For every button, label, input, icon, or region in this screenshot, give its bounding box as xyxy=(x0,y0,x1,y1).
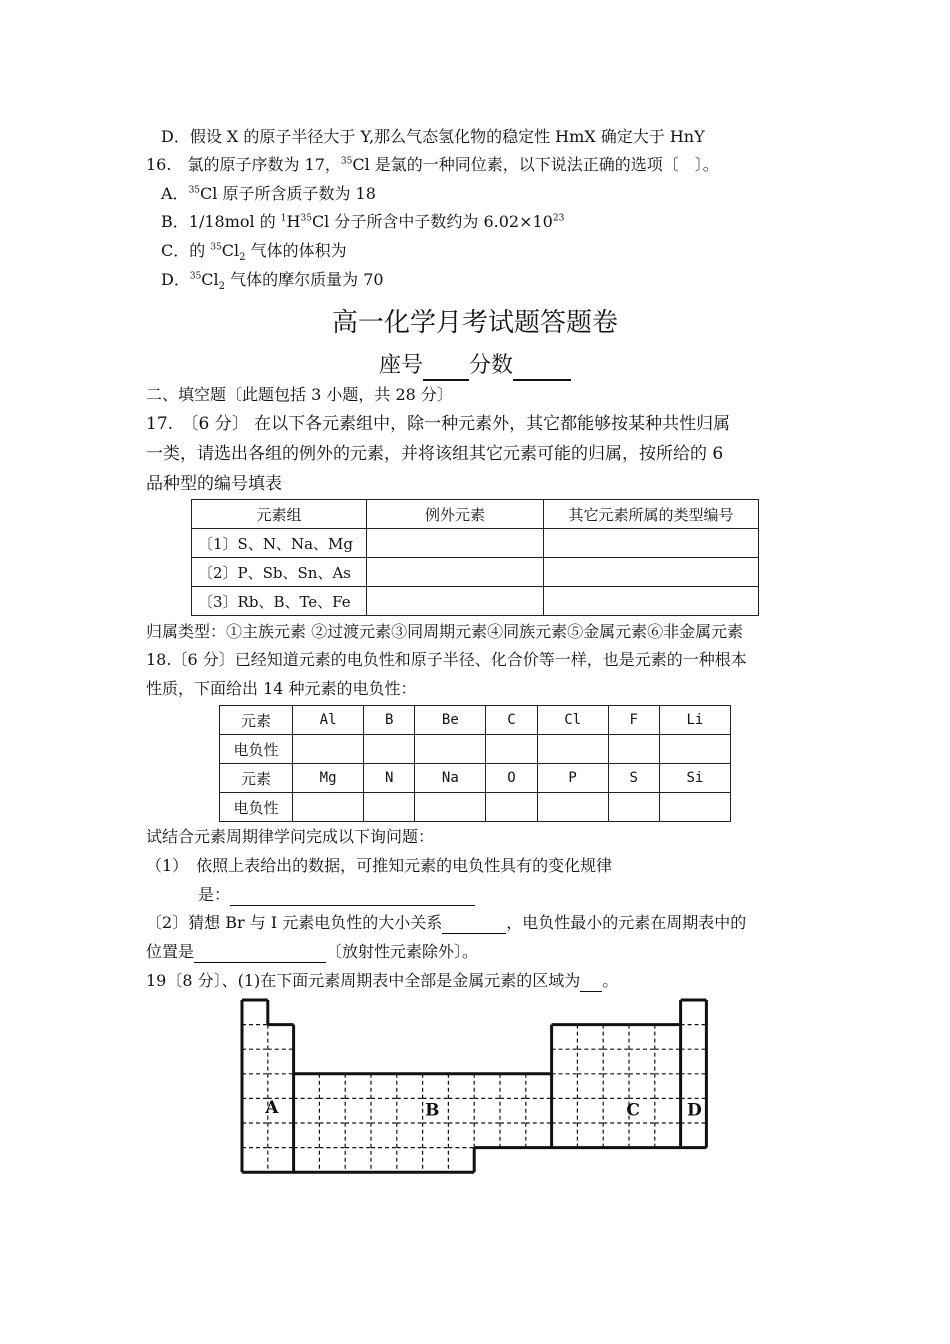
q18-r3-c6: S xyxy=(608,764,659,793)
q16-option-d-sub: 2 xyxy=(218,281,226,293)
q18-part2-b: ，电负性最小的元素在周期表中的 xyxy=(506,913,747,932)
q16-option-c-text1: 的 xyxy=(189,241,211,260)
q18-line2: 性质，下面给出 14 种元素的电负性： xyxy=(146,679,417,698)
region-label-d: D xyxy=(687,1100,702,1121)
region-label-c: C xyxy=(626,1100,640,1121)
q17-line3: 品种型的编号填表 xyxy=(146,474,282,494)
q18-part2-c: 位置是 xyxy=(146,942,195,961)
q18-r3-c7: Si xyxy=(659,764,730,793)
q18-intro: 试结合元素周期律学问完成以下询问题： xyxy=(146,827,435,846)
region-label-b: B xyxy=(425,1100,440,1121)
q17-row2-group: 〔2〕P、Sb、Sn、As xyxy=(192,558,367,587)
q16-option-b-label: B． xyxy=(161,212,189,231)
q19-line1-text: 19〔8 分〕、(1)在下面元素周期表中全部是金属元素的区域为 xyxy=(146,971,581,990)
q16-option-c-sub: 2 xyxy=(239,252,246,264)
q16-option-a-label: A． xyxy=(161,184,189,203)
q18-r1-c5: Cl xyxy=(537,706,608,735)
q18-r1-c1: Al xyxy=(293,706,364,735)
q16-option-d-text1: Cl xyxy=(201,270,219,289)
q15-option-d-text: 假设 X 的原子半径大于 Y,那么气态氢化物的稳定性 HmX 确定大于 HnY xyxy=(189,127,705,146)
q18-r2-c0: 电负性 xyxy=(220,735,293,764)
periodic-table-outline xyxy=(242,1000,706,1172)
q16-option-d-sup: 35 xyxy=(189,271,202,282)
q18-part1-b-label: 是： xyxy=(198,885,231,904)
q16-option-b-text2: H xyxy=(286,212,301,231)
q19-line1-end: 。 xyxy=(602,971,619,990)
q18-part2-d: 〔放射性元素除外〕。 xyxy=(326,942,479,961)
q16-option-c-text2: Cl xyxy=(221,241,240,260)
q16-option-b-sup1: 1 xyxy=(280,213,287,224)
periodic-table-region-labels xyxy=(264,1098,702,1120)
q18-part1-a: （1） 依照上表给出的数据，可推知元素的电负性具有的变化规律 xyxy=(146,856,613,875)
section2-heading: 二、填空题〔此题包括 3 小题，共 28 分〕 xyxy=(146,385,453,404)
q18-r1-c2: B xyxy=(364,706,415,735)
q18-r1-c7: Li xyxy=(659,706,730,735)
q17-header-type: 其它元素所属的类型编号 xyxy=(544,500,759,529)
q16-option-b-text3: Cl 分子所含中子数约为 6.02×10 xyxy=(311,212,553,231)
q17-types: 归属类型：①主族元素 ②过渡元素③同周期元素④同族元素⑤金属元素⑥非金属元素 xyxy=(146,622,744,641)
q18-r1-c6: F xyxy=(608,706,659,735)
q16-stem-part1: 16. 氯的原子序数为 17， xyxy=(146,155,341,174)
q16-option-a-text: Cl 原子所含质子数为 18 xyxy=(200,184,376,203)
q17-row3-group: 〔3〕Rb、B、Te、Fe xyxy=(192,587,367,616)
q18-line1: 18.〔6 分〕已经知道元素的电负性和原子半径、化合价等一样，也是元素的一种根本 xyxy=(146,650,747,669)
q16-option-c-sup: 35 xyxy=(210,242,222,253)
q16-stem-sup: 35 xyxy=(340,156,353,167)
q16-option-d-label: D． xyxy=(161,270,190,289)
q17-line2: 一类，请选出各组的例外的元素，并将该组其它元素可能的归属，按所给的 6 xyxy=(146,444,724,464)
q18-r3-c4: O xyxy=(486,764,537,793)
q17-header-exception: 例外元素 xyxy=(367,500,544,529)
q16-option-c-label: C． xyxy=(161,241,190,260)
q15-option-d-label: D． xyxy=(161,127,190,146)
q18-r3-c5: P xyxy=(537,764,608,793)
region-label-a: A xyxy=(265,1098,279,1119)
q16-option-b-sup3: 23 xyxy=(552,213,565,224)
q18-r1-c3: Be xyxy=(415,706,486,735)
q18-r1-c4: C xyxy=(486,706,537,735)
q17-header-group: 元素组 xyxy=(192,500,367,529)
q18-r3-c0: 元素 xyxy=(220,764,293,793)
q18-r1-c0: 元素 xyxy=(220,706,293,735)
q18-r3-c2: N xyxy=(364,764,415,793)
q17-line1: 17. 〔6 分〕 在以下各元素组中，除一种元素外，其它都能够按某种共性归属 xyxy=(146,414,731,434)
q17-row1-group: 〔1〕S、N、Na、Mg xyxy=(192,529,367,558)
q16-stem-part2: Cl 是氯的一种同位素，以下说法正确的选项〔 〕。 xyxy=(352,155,719,174)
q16-option-a-sup: 35 xyxy=(188,185,201,196)
q18-part2-a: 〔2〕猜想 Br 与 I 元素电负性的大小关系 xyxy=(146,913,443,932)
q18-r3-c3: Na xyxy=(415,764,486,793)
q18-r4-c0: 电负性 xyxy=(220,793,293,822)
seat-label: 座号 xyxy=(378,353,423,378)
q16-option-b-sup2: 35 xyxy=(300,213,312,224)
q16-option-d-text2: 气体的摩尔质量为 70 xyxy=(225,270,384,289)
q16-option-c-text3: 气体的体积为 xyxy=(245,241,347,260)
answer-sheet-title: 高一化学月考试题答题卷 xyxy=(331,308,618,338)
q18-r3-c1: Mg xyxy=(293,764,364,793)
q16-option-b-text1: 1/18mol 的 xyxy=(188,212,281,231)
score-label: 分数 xyxy=(469,353,514,378)
